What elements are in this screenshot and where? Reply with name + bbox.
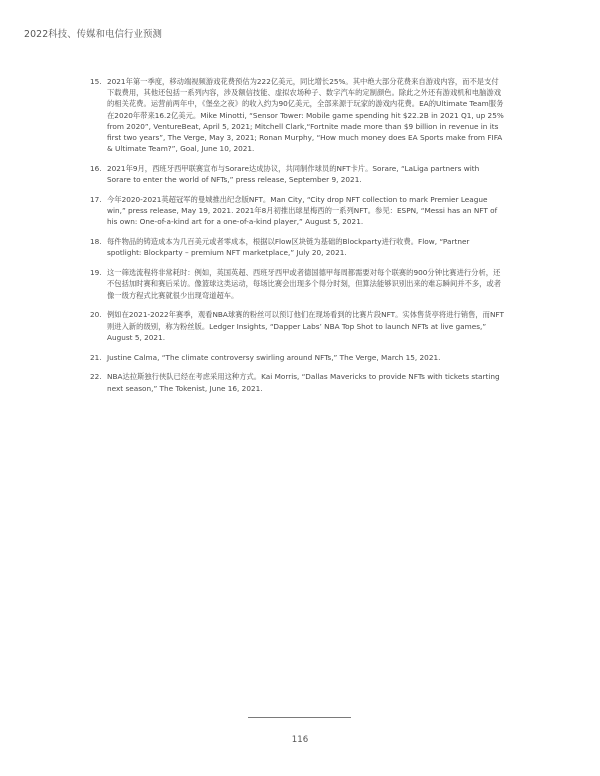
endnote-15: [90, 76, 505, 154]
endnote-text: 这一筛选流程将非常耗时：例如，英国英超、西班牙西甲或者德国德甲每周都需要对每个联赛的900分钟比赛进行分析，还不包括加时赛和赛后采访。像篮球这类运动，每场比赛会出现多个得分时刻，但算法能够识别出来的难忘瞬间并不多，或者像一级方程式比赛就很少出现弯道超车。: [107, 268, 502, 300]
endnote-number: 20.: [90, 310, 102, 320]
endnote-number: 17.: [90, 195, 102, 205]
endnote-text: Justine Calma, “The climate controversy swirling around NFTs,” The Verge, March 15, 2021.: [107, 352, 441, 362]
endnote-text: 2021年第一季度，移动端视频游戏花费预估为222亿美元，同比增长25%。其中绝大部分花费来自游戏内容，而不是支付下载费用，其他还包括一系列内容，涉及额信技能、虚拟农场种子、数字汽车的定制颜色。除此之外还有游戏机和电脑游戏的相关花费。运营前两年中，《堡垒之夜》的收入约为90亿美元，全部来源于玩家的游戏内花费。EA的Ultimate Team服务在2020年带来16.2亿美元。Mike Minotti, “Sensor Tower: Mobile game spending hit $22.2B in 2021 Q1, up 25% from 2020”, VentureBeat, April 5, 2021; Mitchell Clark,“Fortnite made more than $9 billion in revenue in its first two years”, The Verge, May 3, 2021; Ronan Murphy, “How much money does EA Sports make from FIFA & Ultimate Team?”, Goal, June 10, 2021.: [107, 77, 504, 154]
endnote-text: 今年2020-2021英超冠军的曼城推出纪念版NFT。Man City, “City drop NFT collection to mark Premier League win,” press release, May 19, 2021. 2021年8月初推出球星梅西的一系列NFT。参见：ESPN, “Messi has an NFT of his own: One-of-a-kind art for a one-of-a-kind player,” August 5, 2021.: [107, 195, 498, 227]
endnote-text: 每件物品的铸造成本为几百美元或者零成本，根据以Flow区块链为基础的Blockparty进行收费。Flow, “Partner spotlight: Blockparty – premium NFT marketplace,” July 20, 2021.: [107, 237, 470, 258]
page-number: 116: [291, 735, 309, 745]
endnote-number: 21.: [90, 352, 102, 362]
page-header-title: 2022科技、传媒和电信行业预测: [24, 29, 162, 40]
endnote-text: 例如在2021-2022年赛季，观看NBA球赛的粉丝可以预订他们在现场看到的比赛片段NFT。实体售货亭将进行销售，而NFT则进入新的级别，称为粉丝版。Ledger Insights, “Dapper Labs’ NBA Top Shot to launch NFTs at live games,” August 5, 2021.: [107, 310, 504, 342]
endnote-text: NBA达拉斯独行侠队已经在考虑采用这种方式。Kai Morris, “Dallas Mavericks to provide NFTs with tickets starting next season,” The Tokenist, June 16, 2021.: [107, 372, 500, 393]
endnote-number: 19.: [90, 268, 102, 278]
endnote-number: 15.: [90, 77, 102, 86]
endnote-20: [90, 309, 505, 343]
endnote-18: [90, 236, 505, 258]
endnotes-list: [90, 76, 505, 402]
endnote-22: [90, 371, 505, 393]
endnote-17: [90, 194, 505, 228]
endnote-number: 16.: [90, 164, 102, 174]
endnote-21: [90, 352, 505, 363]
endnote-number: 22.: [90, 372, 102, 382]
endnote-19: [90, 267, 505, 301]
endnote-text: 2021年9月，西班牙西甲联赛宣布与Sorare达成协议，共同制作球员的NFT卡片。Sorare, “LaLiga partners with Sorare to enter the world of NFTs,” press release, September 9, 2021.: [107, 164, 480, 185]
endnote-number: 18.: [90, 237, 102, 247]
footer-divider: [248, 717, 351, 718]
endnote-16: [90, 163, 505, 185]
